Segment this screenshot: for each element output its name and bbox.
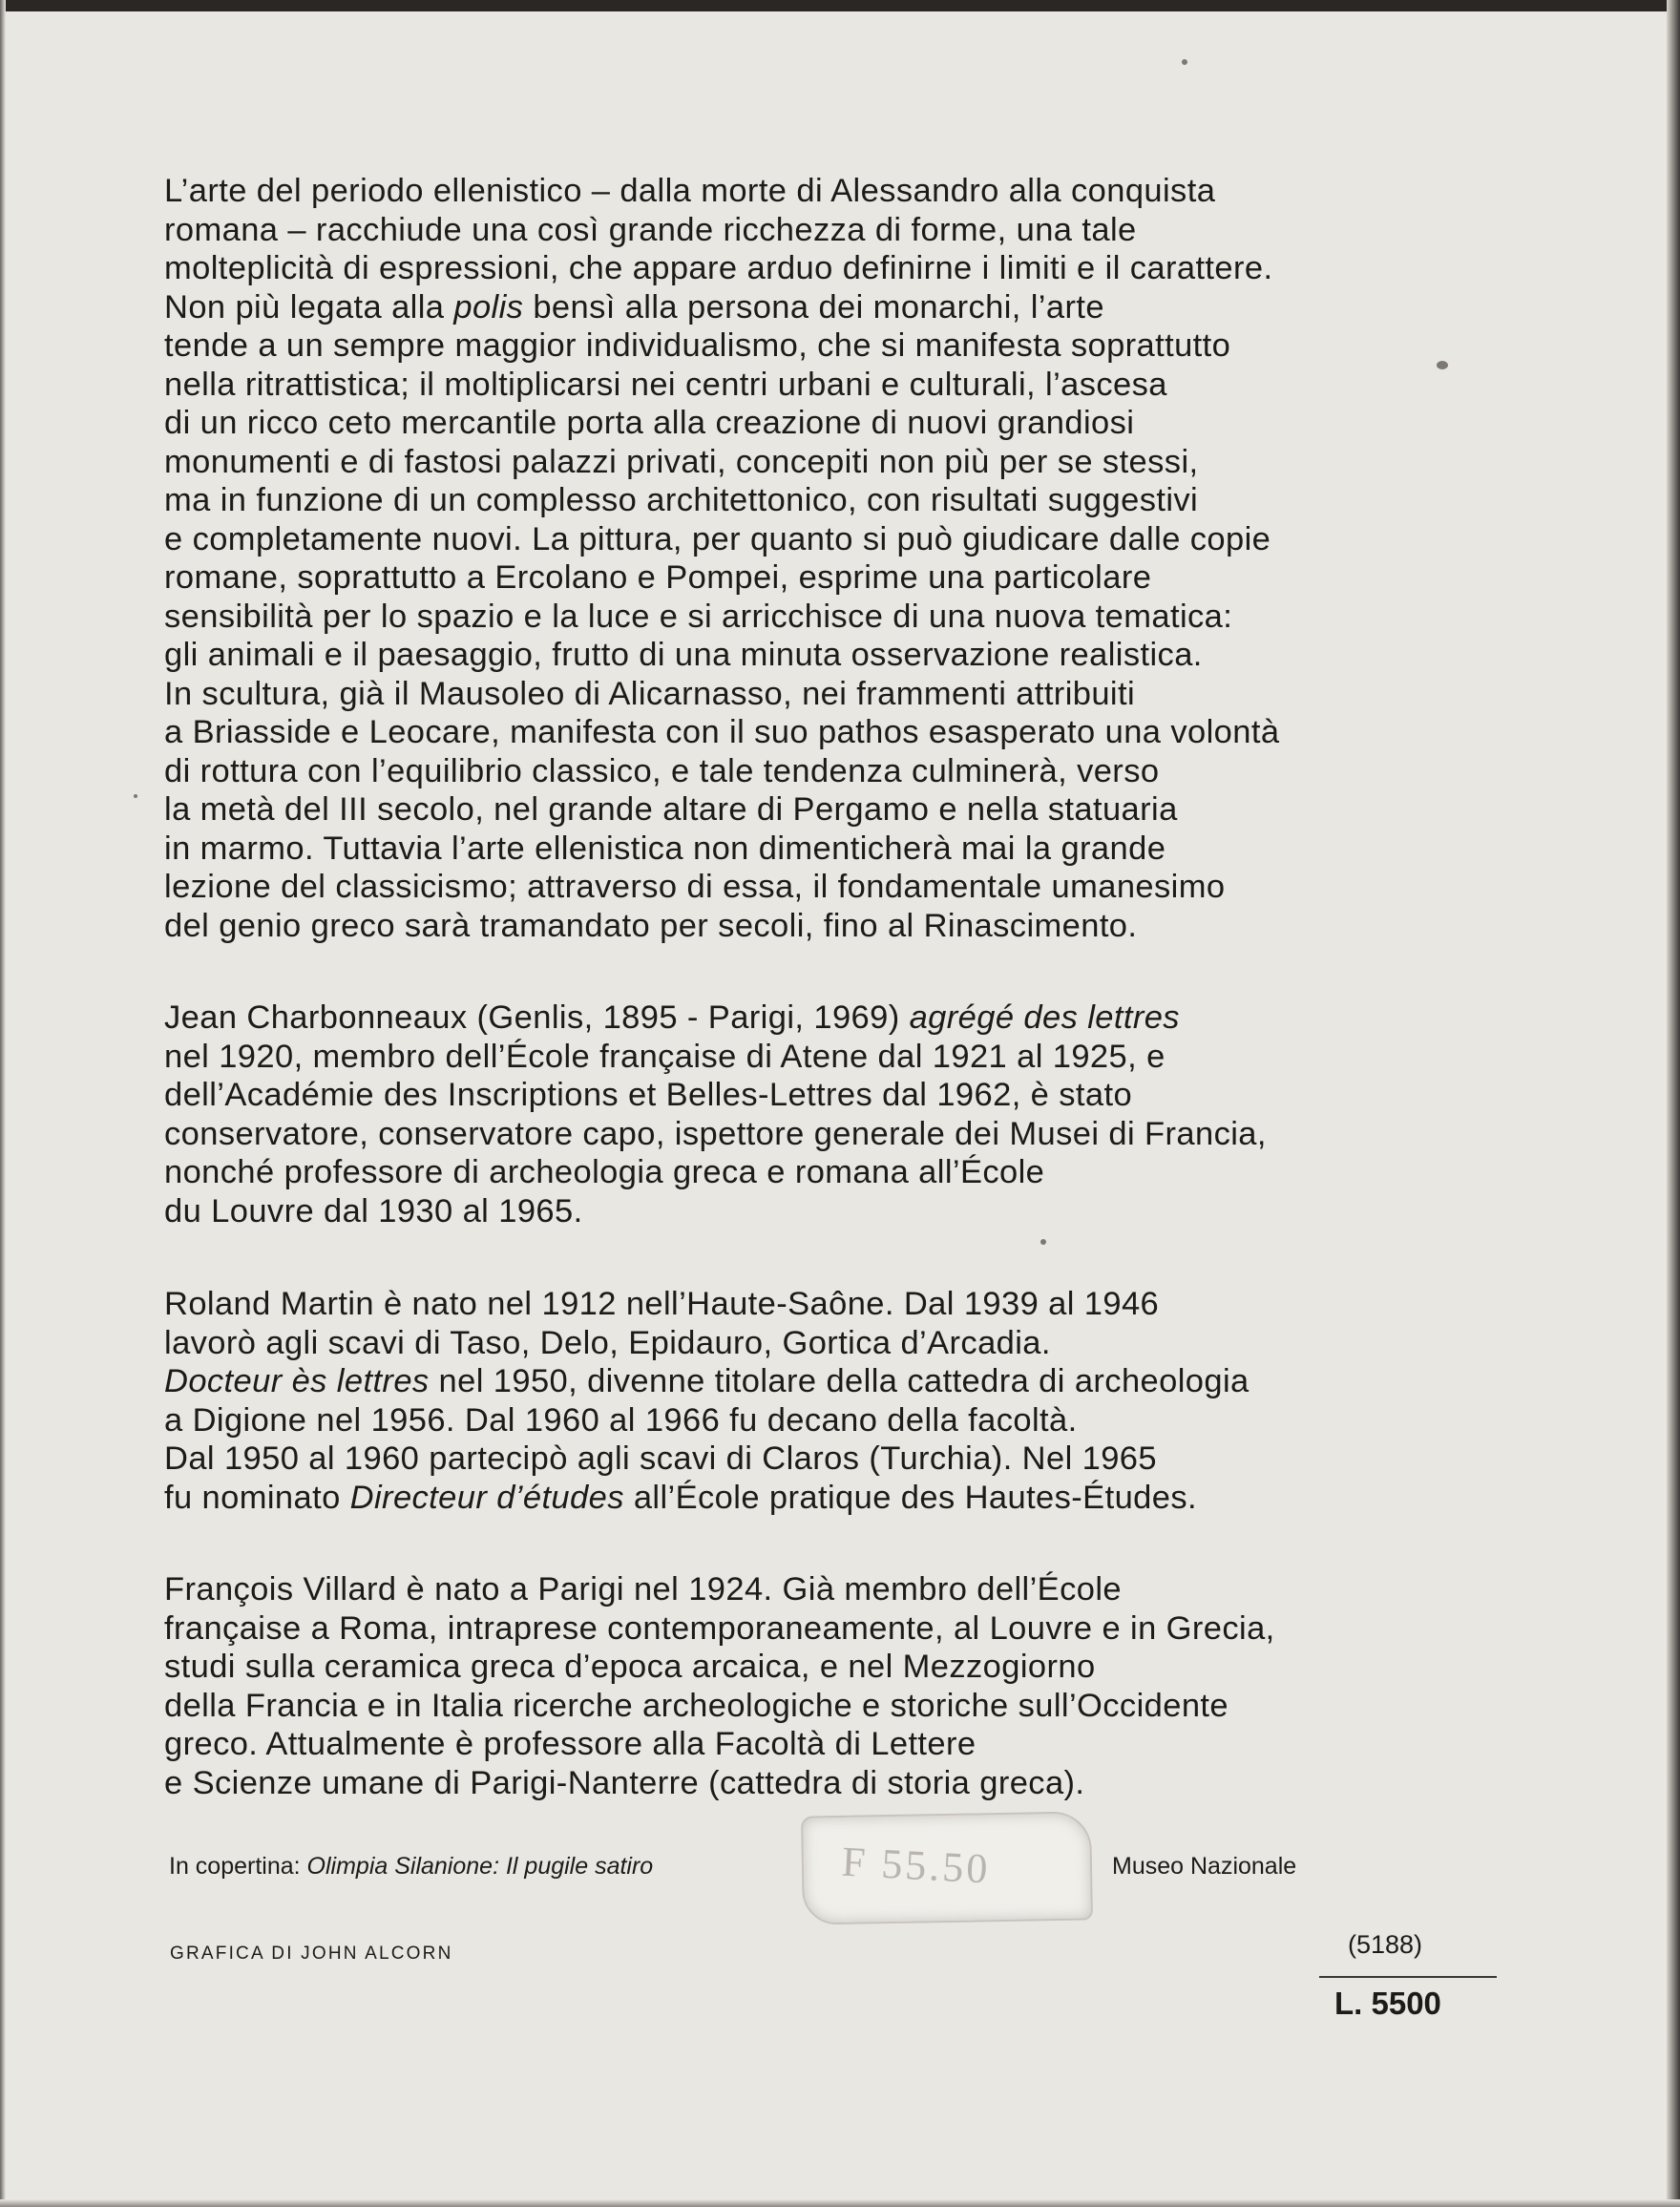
bio-line: e Scienze umane di Parigi-Nanterre (cattedra di storia greca).	[164, 1764, 1085, 1801]
intro-line: a Briasside e Leocare, manifesta con il suo pathos esasperato una volontà	[164, 714, 1280, 750]
intro-line: in marmo. Tuttavia l’arte ellenistica non dimenticherà mai la grande	[164, 830, 1166, 867]
bio-title-italic: agrégé des lettres	[909, 999, 1180, 1036]
bio-line: lavorò agli scavi di Taso, Delo, Epidauro, Gortica d’Arcadia.	[164, 1324, 1051, 1361]
intro-line: romane, soprattutto a Ercolano e Pompei, esprime una particolare	[164, 559, 1152, 596]
intro-line: del genio greco sarà tramandato per secoli, fino al Rinascimento.	[164, 907, 1138, 944]
paper-speck	[1437, 361, 1448, 369]
bio-line: dell’Académie des Inscriptions et Belles-Lettres dal 1962, è stato	[164, 1077, 1133, 1113]
bio-line	[164, 998, 1267, 1038]
graphics-credit: GRAFICA DI JOHN ALCORN	[170, 1944, 453, 1964]
cover-credit-label: In copertina:	[169, 1853, 307, 1880]
bio-line: conservatore, conservatore capo, ispettore generale dei Musei di Francia,	[164, 1115, 1267, 1152]
intro-line: romana – racchiude una così grande ricchezza di forme, una tale	[164, 211, 1137, 248]
page-right-edge	[1667, 0, 1680, 2207]
intro-line: sensibilità per lo spazio e la luce e si arricchisce di una nuova tematica:	[164, 598, 1233, 635]
bio-line: du Louvre dal 1930 al 1965.	[164, 1192, 583, 1230]
bio-line: Roland Martin è nato nel 1912 nell’Haute-Saône. Dal 1939 al 1946	[164, 1286, 1160, 1322]
bio-line: nonché professore di archeologia greca e romana all’École	[164, 1154, 1045, 1190]
paper-speck	[1182, 59, 1187, 65]
intro-line: ma in funzione di un complesso architettonico, con risultati suggestivi	[164, 482, 1199, 518]
price-sticker	[801, 1811, 1093, 1924]
intro-line: molteplicità di espressioni, che appare arduo definirne i limiti e il carattere.	[164, 250, 1273, 286]
intro-line: e completamente nuovi. La pittura, per quanto si può giudicare dalle copie	[164, 520, 1271, 557]
cover-credit-title: Olimpia Silanione: Il pugile satiro	[306, 1853, 654, 1880]
catalog-number: (5188)	[1348, 1930, 1423, 1959]
sticker-price-text: F 55.50	[840, 1838, 992, 1893]
intro-line: di un ricco ceto mercantile porta alla creazione di nuovi grandiosi	[164, 405, 1135, 441]
bio-line: greco. Attualmente è professore alla Facoltà di Lettere	[164, 1726, 976, 1762]
polis-term: polis	[453, 288, 524, 326]
intro-line: lezione del classicismo; attraverso di essa, il fondamentale umanesimo	[164, 869, 1226, 905]
paper-speck	[1040, 1239, 1046, 1245]
intro-line	[164, 288, 1279, 327]
bio-text: fu nominato	[164, 1479, 350, 1516]
intro-text: bensì alla persona dei monarchi, l’arte	[523, 288, 1104, 326]
bio-line: della Francia e in Italia ricerche archeologiche e storiche sull’Occidente	[164, 1687, 1228, 1724]
page-top-edge	[0, 0, 1680, 11]
paper-speck	[134, 794, 137, 798]
cover-credit-museum: Museo Nazionale	[1112, 1853, 1297, 1880]
bio-line	[164, 1479, 1250, 1518]
martin-bio	[164, 1285, 1250, 1517]
villard-bio	[164, 1570, 1275, 1802]
bio-text: Jean Charbonneaux (Genlis, 1895 - Parigi, 1969)	[164, 999, 910, 1036]
intro-line: nella ritrattistica; il moltiplicarsi nei centri urbani e culturali, l’ascesa	[164, 366, 1167, 403]
bio-text: nel 1950, divenne titolare della cattedra di archeologia	[429, 1363, 1250, 1399]
price-label: L. 5500	[1334, 1986, 1441, 2021]
intro-text: Non più legata alla	[164, 288, 454, 326]
intro-line: gli animali e il paesaggio, frutto di una minuta osservazione realistica.	[164, 637, 1203, 673]
intro-paragraph	[164, 172, 1279, 945]
intro-line: monumenti e di fastosi palazzi privati, concepiti non più per se stessi,	[164, 443, 1199, 480]
intro-line: L’arte del periodo ellenistico – dalla morte di Alessandro alla conquista	[164, 173, 1216, 209]
bio-line	[164, 1362, 1250, 1401]
intro-line: tende a un sempre maggior individualismo, che si manifesta soprattutto	[164, 327, 1231, 364]
intro-line: In scultura, già il Mausoleo di Alicarnasso, nei frammenti attribuiti	[164, 675, 1136, 712]
page-bottom-edge	[0, 2199, 1680, 2207]
bio-line: studi sulla ceramica greca d’epoca arcaica, e nel Mezzogiorno	[164, 1649, 1096, 1685]
intro-line: di rottura con l’equilibrio classico, e tale tendenza culminerà, verso	[164, 752, 1160, 789]
price-divider	[1319, 1976, 1497, 1978]
bio-line: François Villard è nato a Parigi nel 1924. Già membro dell’École	[164, 1571, 1122, 1608]
bio-title-italic: Docteur ès lettres	[164, 1363, 430, 1399]
bio-title-italic: Directeur d’études	[349, 1479, 624, 1516]
bio-line: Dal 1950 al 1960 partecipò agli scavi di Claros (Turchia). Nel 1965	[164, 1440, 1157, 1477]
bio-line: a Digione nel 1956. Dal 1960 al 1966 fu decano della facoltà.	[164, 1401, 1078, 1439]
bio-line: française a Roma, intraprese contemporaneamente, al Louvre e in Grecia,	[164, 1609, 1275, 1647]
intro-line: la metà del III secolo, nel grande altare di Pergamo e nella statuaria	[164, 791, 1178, 828]
bio-text: all’École pratique des Hautes-Études.	[623, 1479, 1197, 1516]
page-left-edge	[0, 0, 6, 2207]
charbonneaux-bio	[164, 998, 1267, 1230]
bio-line: nel 1920, membro dell’École française di Atene dal 1921 al 1925, e	[164, 1038, 1166, 1075]
